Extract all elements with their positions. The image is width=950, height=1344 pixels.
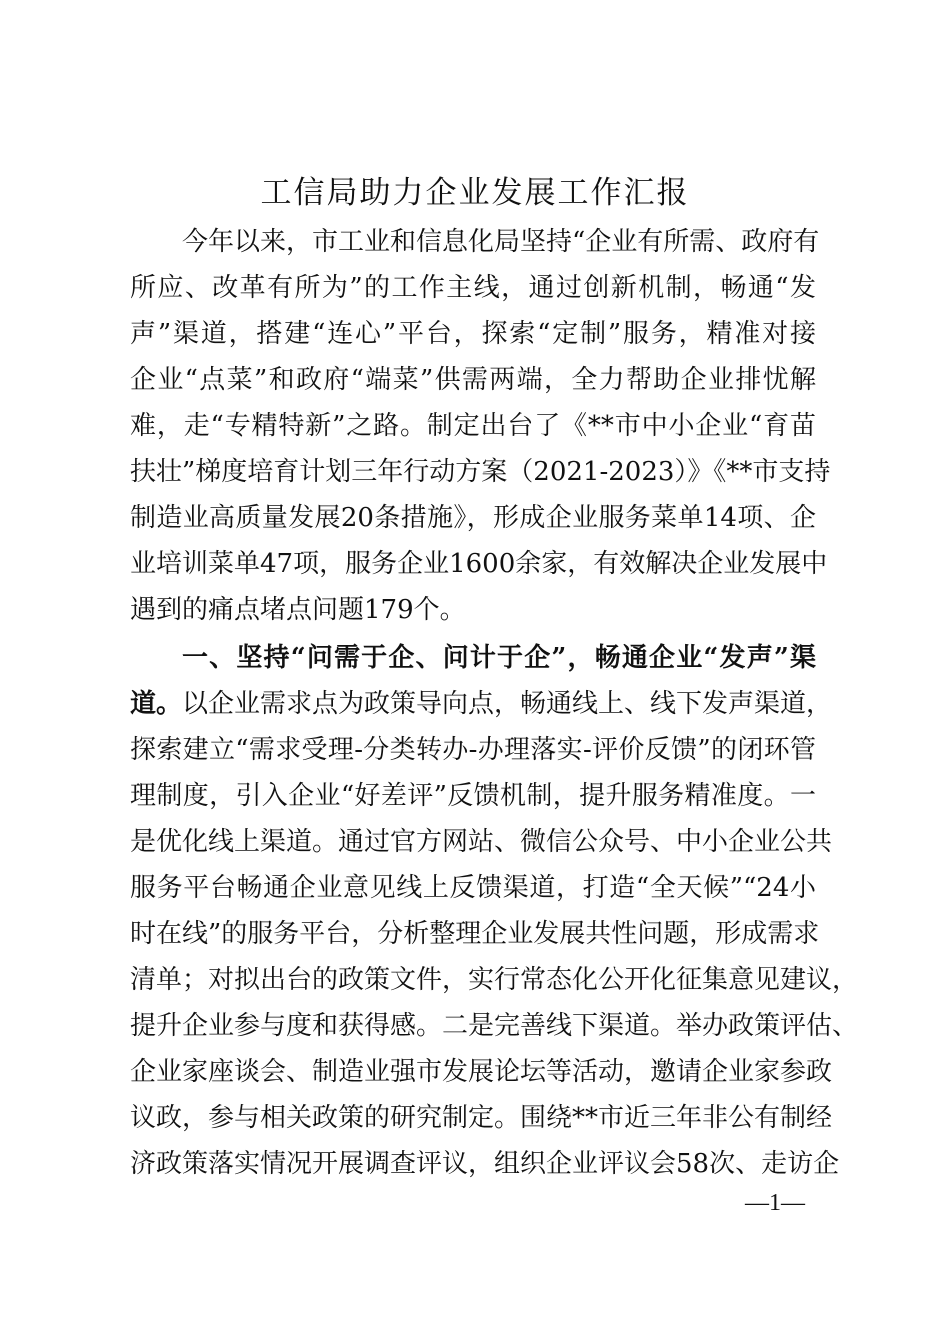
text-line: 服务平台畅通企业意见线上反馈渠道，打造“全天候”“24小 xyxy=(130,873,816,903)
text-line: 今年以来，市工业和信息化局坚持“企业有所需、政府有 xyxy=(182,227,820,257)
section-heading-end: 道。 xyxy=(130,689,183,719)
text-line: 时在线”的服务平台，分析整理企业发展共性问题，形成需求 xyxy=(130,919,820,949)
text-line: 制造业高质量发展20条措施》，形成企业服务菜单14项、企 xyxy=(130,503,816,533)
text-line: 议政，参与相关政策的研究制定。围绕**市近三年非公有制经 xyxy=(130,1103,833,1133)
section-1-paragraph xyxy=(130,635,859,1187)
document-title: 工信局助力企业发展工作汇报 xyxy=(260,175,690,211)
text-line: 所应、改革有所为”的工作主线，通过创新机制，畅通“发 xyxy=(130,273,816,303)
text-line: 声”渠道，搭建“连心”平台，探索“定制”服务，精准对接 xyxy=(130,319,816,349)
text-line: 遇到的痛点堵点问题179个。 xyxy=(130,595,466,625)
intro-paragraph xyxy=(130,219,831,633)
text-line xyxy=(130,681,833,727)
text-line: 理制度，引入企业“好差评”反馈机制，提升服务精准度。一 xyxy=(130,781,816,811)
text-line: 难，走“专精特新”之路。制定出台了《**市中小企业“育苗 xyxy=(130,411,816,441)
text-line-rest: 以企业需求点为政策导向点，畅通线上、线下发声渠道， xyxy=(182,689,833,719)
text-line: 企业家座谈会、制造业强市发展论坛等活动，邀请企业家参政 xyxy=(130,1057,833,1087)
section-heading-text: 一、坚持“问需于企、问计于企”，畅通企业“发声”渠 xyxy=(182,643,816,673)
text-line: 业培训菜单47项，服务企业1600余家，有效解决企业发展中 xyxy=(130,549,828,579)
text-line: 提升企业参与度和获得感。二是完善线下渠道。举办政策评估、 xyxy=(130,1011,859,1041)
text-line: 清单；对拟出台的政策文件，实行常态化公开化征集意见建议， xyxy=(130,965,859,995)
section-heading xyxy=(130,635,816,681)
text-line: 企业“点菜”和政府“端菜”供需两端，全力帮助企业排忧解 xyxy=(130,365,816,395)
text-line: 探索建立“需求受理-分类转办-办理落实-评价反馈”的闭环管 xyxy=(130,735,816,765)
text-line: 是优化线上渠道。通过官方网站、微信公众号、中小企业公共 xyxy=(130,827,833,857)
page-number: —1— xyxy=(745,1190,805,1216)
text-line: 扶壮”梯度培育计划三年行动方案（2021-2023）》《**市支持 xyxy=(130,457,831,487)
text-line: 济政策落实情况开展调查评议，组织企业评议会58次、走访企 xyxy=(130,1149,840,1179)
